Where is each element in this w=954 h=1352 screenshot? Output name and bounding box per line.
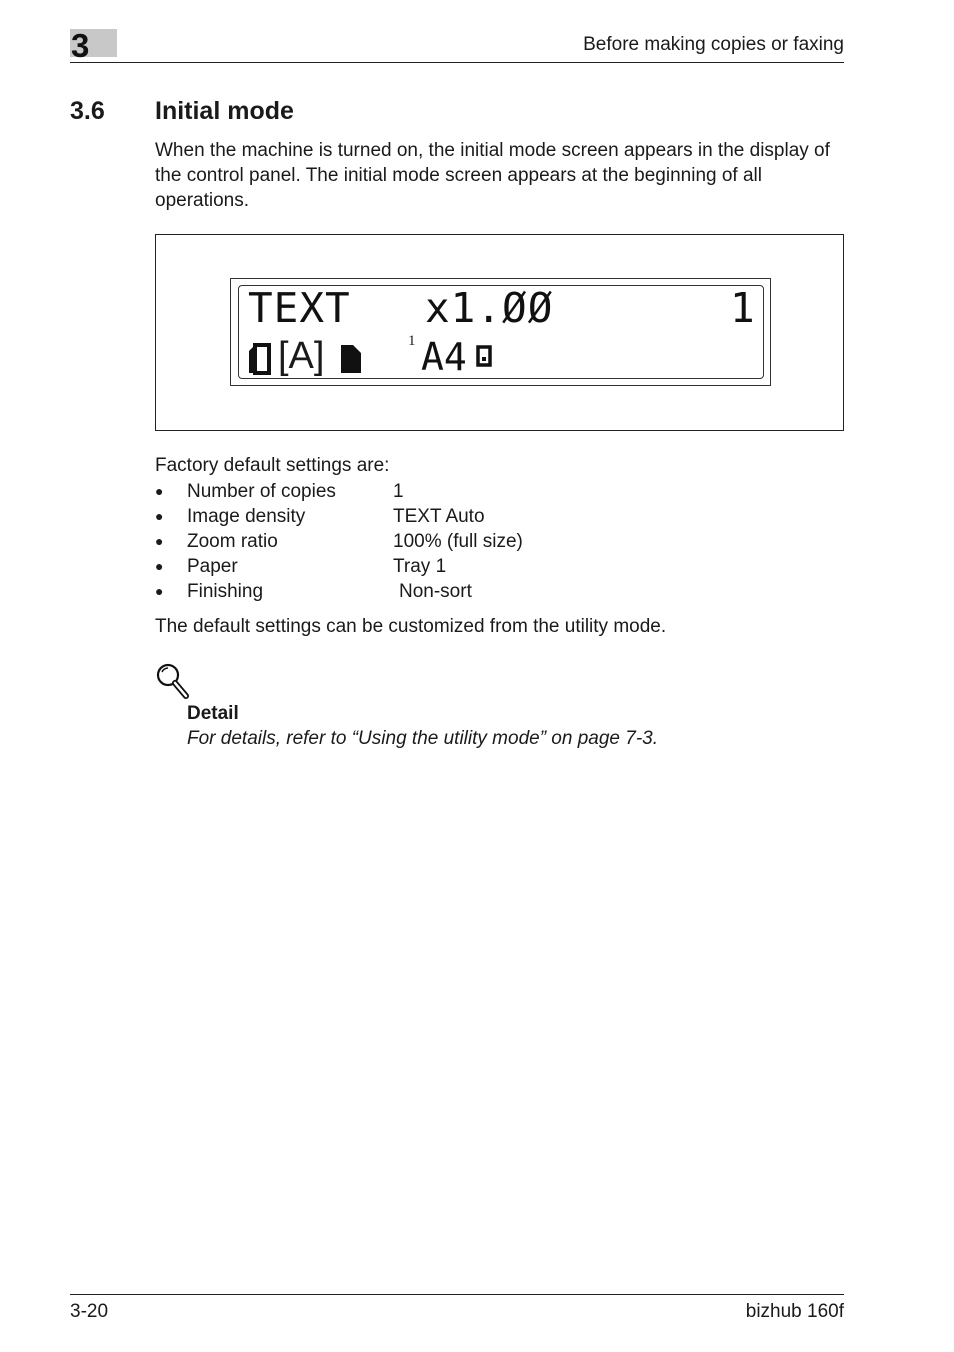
footer-divider	[70, 1294, 844, 1295]
lcd-density-mode: [A]	[278, 335, 325, 377]
customize-note: The default settings can be customized from the utility mode.	[155, 616, 667, 637]
setting-value: 1	[393, 481, 404, 502]
setting-label: Image density	[187, 506, 306, 527]
detail-label: Detail	[187, 703, 239, 724]
original-document-icon	[245, 343, 275, 375]
lcd-copy-count: 1	[730, 284, 755, 332]
section-intro: When the machine is turned on, the initial mode screen appears in the display of the control panel. The initial mode screen appears at the beginning of all operations.	[155, 140, 830, 211]
bullet: ●	[155, 558, 164, 574]
header-divider	[70, 62, 844, 63]
section-title: Initial mode	[155, 97, 294, 125]
setting-value: Tray 1	[393, 556, 447, 577]
setting-label: Paper	[187, 556, 238, 577]
setting-value: Non-sort	[399, 581, 472, 602]
lcd-paper-size: A4	[421, 335, 467, 379]
lcd-mode-text: TEXT	[248, 284, 351, 332]
detail-reference: For details, refer to “Using the utility mode” on page 7-3.	[187, 728, 659, 749]
chapter-number: 3	[71, 27, 90, 64]
setting-label: Number of copies	[187, 481, 336, 502]
bullet: ●	[155, 508, 164, 524]
setting-label: Finishing	[187, 581, 264, 602]
setting-value: TEXT Auto	[393, 506, 485, 527]
bullet: ●	[155, 533, 164, 549]
paper-orientation-icon	[476, 345, 492, 367]
lcd-zoom-ratio: x1.ØØ	[425, 284, 554, 332]
copy-document-icon	[339, 343, 363, 375]
setting-label: Zoom ratio	[187, 531, 278, 552]
header-title: Before making copies or faxing	[583, 34, 844, 55]
product-name: bizhub 160f	[745, 1301, 844, 1322]
bullet: ●	[155, 583, 164, 599]
section-number: 3.6	[70, 97, 105, 125]
page-number: 3-20	[70, 1301, 109, 1322]
defaults-intro: Factory default settings are:	[155, 455, 390, 476]
bullet: ●	[155, 483, 164, 499]
setting-value: 100% (full size)	[393, 531, 523, 552]
lcd-tray-number: 1	[408, 333, 416, 349]
magnifier-icon	[155, 662, 191, 700]
